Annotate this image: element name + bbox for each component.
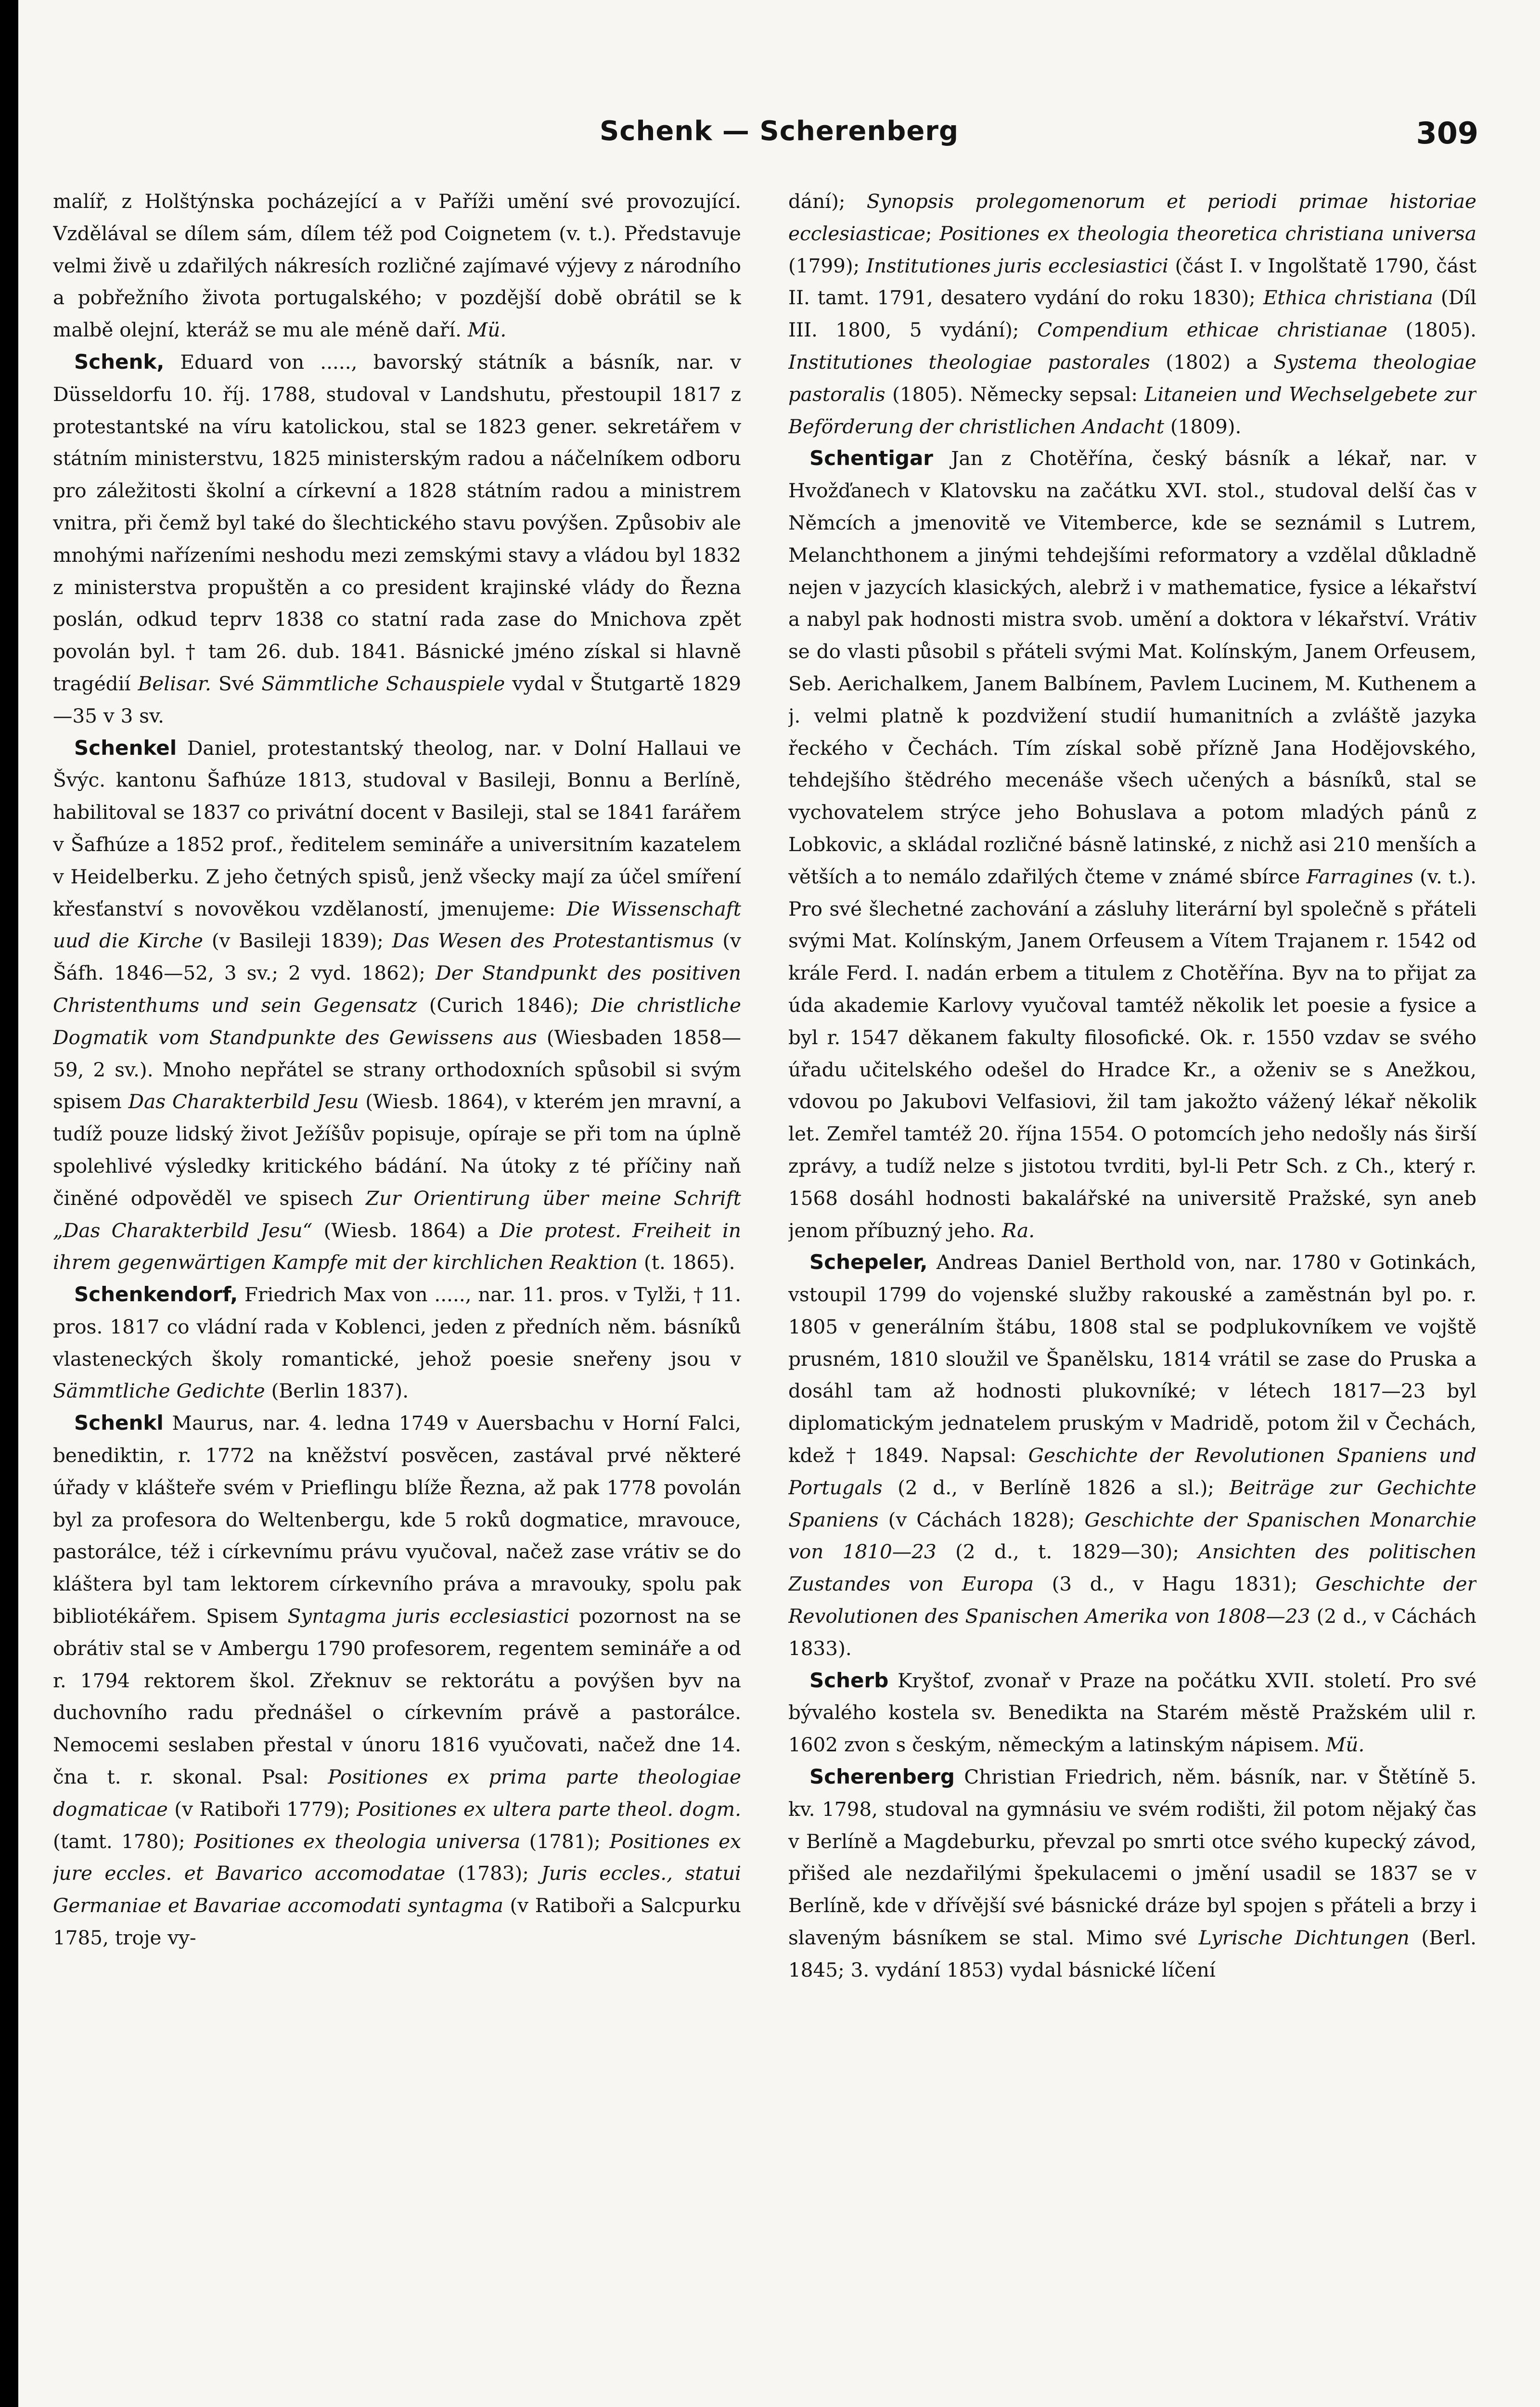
entry-schenkl-maurus <box>53 1407 741 1954</box>
work-title: Lyrische Dichtungen <box>1198 1926 1410 1950</box>
entry-headword: Scherb <box>809 1668 889 1692</box>
entry-text: (tamt. 1780); <box>53 1829 194 1853</box>
author-signature: Ra. <box>1001 1218 1035 1242</box>
entry-text: (3 d., v Hagu 1831); <box>1034 1572 1316 1596</box>
entry-text: (2 d., v Cáchách 1833). <box>788 1605 1476 1660</box>
entry-text: (Díl III. 1800, 5 vydání); <box>788 286 1476 342</box>
page-number: 309 <box>1416 116 1478 151</box>
entry-text: (v Basileji 1839); <box>203 929 392 953</box>
entry-text: (Berl. 1845; 3. vydání 1853) vydal básnické líčení <box>788 1926 1476 1981</box>
entry-continuation <box>788 185 1476 442</box>
entry-schenk-eduard <box>53 346 741 732</box>
entry-text: (v Cáchách 1828); <box>878 1508 1085 1531</box>
entry-text: (Wiesb. 1864) a <box>312 1218 500 1242</box>
entry-text: (část I. v Ingolštatě 1790, část II. tamt. 1791, desatero vydání do roku 1830); <box>788 254 1476 310</box>
entry-text: Kryštof, zvonař v Praze na počátku XVII. století. Pro své bývalého kostela sv. Benedikta na Starém městě Pražském ulil r. 1602 zvon s českým, německým a latinským nápisem. <box>788 1669 1476 1757</box>
work-title: Litaneien und Wechselgebete zur Beförderung der christlichen Andacht <box>788 382 1476 438</box>
work-title: Institutiones theologiae pastorales <box>788 350 1150 374</box>
work-title: Der Standpunkt des positiven Christenthums und sein Gegensatz <box>53 961 741 1017</box>
running-header <box>18 116 1540 159</box>
work-title: Geschichte der Revolutionen Spaniens und Portugals <box>788 1444 1476 1499</box>
entry-text: (1802) a <box>1150 350 1274 374</box>
work-title: Die protest. Freiheit in ihrem gegenwärtigen Kampfe mit der kirchlichen Reaktion <box>53 1218 741 1274</box>
entry-text: (1781); <box>520 1829 610 1853</box>
entry-text: (1805). <box>1387 318 1476 342</box>
entry-headword: Schenkel <box>74 736 177 760</box>
entry-text: pozornost na se obrátiv stal se v Ambergu 1790 profesorem, regentem semináře a od r. 1794 rektorem škol. Zřeknuv se rektorátu a povýšen byv na duchovního radu přednášel o církevním právě a pastorálce. Nemocemi seslaben přestal v únoru 1816 vyučovati, načež dne 14. čna t. r. skonal. Psal: <box>53 1605 741 1789</box>
entry-scherb <box>788 1665 1476 1761</box>
entry-text: (Wiesbaden 1858—59, 2 sv.). Mnoho nepřátel se strany orthodoxních spůsobil si svým spisem <box>53 1025 741 1113</box>
left-column <box>53 185 741 2407</box>
work-title: Ethica christiana <box>1263 286 1433 310</box>
entry-text: Andreas Daniel Berthold von, nar. 1780 v Gotinkách, vstoupil 1799 do vojenské služby rakouské a zaměstnán byl po. r. 1805 v generálním štábu, 1808 stal se podplukovníkem ve vojště prusném, 1810 sloužil ve Španělsku, 1814 vrátil se zase do Pruska a dosáhl tam až hodnosti plukovníké; v létech 1817—23 byl diplomatickým jednatelem pruským v Madridě, potom žil v Čechách, kdež † 1849. Napsal: <box>788 1251 1476 1467</box>
work-title: Sämmtliche Schauspiele <box>261 672 505 695</box>
work-title: Institutiones juris ecclesiastici <box>866 254 1168 277</box>
entry-text: (v Ratiboři a Salcpurku 1785, troje vy- <box>53 1894 741 1950</box>
work-title: Positiones ex jure eccles. et Bavarico accomodatae <box>53 1829 741 1885</box>
scanned-page <box>18 0 1540 2407</box>
entry-text: Daniel, protestantský theolog, nar. v Dolní Hallaui ve Švýc. kantonu Šafhúze 1813, studoval v Basileji, Bonnu a Berlíně, habilitoval se 1837 co privátní docent v Basileji, stal se 1841 farářem v Šafhúze a 1852 prof., ředitelem semináře a universitním kazatelem v Heidelberku. Z jeho četných spisů, jenž všecky mají za účel smíření křesťanství s novověkou vzdělaností, jmenujeme: <box>53 736 741 920</box>
entry-text: dání); <box>788 190 867 213</box>
entry-scherenberg <box>788 1761 1476 1986</box>
work-title: Synopsis prolegomenorum et periodi primae historiae ecclesiasticae <box>788 190 1476 245</box>
work-title: Juris eccles., statui Germaniae et Bavariae accomodati syntagma <box>53 1862 741 1917</box>
work-title: Syntagma juris ecclesiastici <box>287 1605 570 1628</box>
work-title: Positiones ex prima parte theologiae dogmaticae <box>53 1765 741 1821</box>
entry-schentigar <box>788 442 1476 1246</box>
work-title: Ansichten des politischen Zustandes von Europa <box>788 1540 1476 1596</box>
entry-text: (Curich 1846); <box>417 993 591 1017</box>
entry-schenkel-daniel <box>53 732 741 1279</box>
entry-text: (Berlin 1837). <box>265 1379 409 1403</box>
entry-text: Své <box>211 672 262 695</box>
entry-text: ; <box>925 221 940 245</box>
entry-text: (1783); <box>445 1862 541 1885</box>
work-title: Positiones ex theologia universa <box>194 1829 521 1853</box>
entry-text: (1809). <box>1164 414 1242 438</box>
work-title: Belisar. <box>138 672 211 695</box>
entry-schenkendorf <box>53 1279 741 1407</box>
work-title: Beiträge zur Gechichte Spaniens <box>788 1475 1476 1531</box>
entry-text: (t. 1865). <box>638 1251 735 1274</box>
entry-headword: Scherenberg <box>809 1765 955 1789</box>
work-title: Sämmtliche Gedichte <box>53 1379 265 1403</box>
entry-headword: Schentigar <box>809 446 934 470</box>
work-title: Die christliche Dogmatik vom Standpunkte des Gewissens aus <box>53 993 741 1049</box>
entry-text: (1805). Německy sepsal: <box>885 382 1145 406</box>
right-column <box>788 185 1476 2407</box>
work-title: Systema theologiae pastoralis <box>788 350 1476 406</box>
entry-headword: Schepeler, <box>809 1250 928 1274</box>
work-title: Zur Orientirung über meine Schrift „Das Charakterbild Jesu“ <box>53 1186 741 1242</box>
work-title: Die Wissenschaft uud die Kirche <box>53 897 741 953</box>
work-title: Geschichte der Spanischen Monarchie von 1810—23 <box>788 1508 1476 1564</box>
entry-text: vydal v Štutgartě 1829—35 v 3 sv. <box>53 672 741 727</box>
entry-text: (v. t.). Pro své šlechetné zachování a zásluhy literární byl společně s přáteli svými Mat. Kolínským, Janem Orfeusem a Vítem Trajanem r. 1542 od krále Ferd. I. nadán erbem a titulem z Chotěřína. Byv na to přijat za úda akademie Karlovy vyučoval tamtéž několik let poesie a fysice a byl r. 1547 děkanem fakulty filosofické. Ok. r. 1550 vzdav se svého úřadu učitelského odešel do Hradce Kr., a oženiv se s Anežkou, vdovou po Jakubovi Velfasiovi, žil tam jakožto vážený lékař několik let. Zemřel tamtéž 20. října 1554. O potomcích jeho nedošly nás širší zprávy, a tudíž nelze s jistotou tvrditi, byl-li Petr Sch. z Ch., který r. 1568 dosáhl hodnosti bakalářské na universitě Pražské, syn aneb jenom příbuzný jeho. <box>788 865 1476 1242</box>
entry-text: (v Šáfh. 1846—52, 3 sv.; 2 vyd. 1862); <box>53 929 741 985</box>
work-title: Positiones ex theologia theoretica christiana universa <box>939 221 1476 245</box>
entry-text: Friedrich Max von ....., nar. 11. pros. v Tylži, † 11. pros. 1817 co vládní rada v Koblenci, jeden z předních něm. básníků vlasteneckých školy romantické, jehož poesie sneřeny jsou v <box>53 1283 741 1371</box>
work-title: Das Wesen des Protestantismus <box>392 929 714 953</box>
work-title: Positiones ex ultera parte theol. dogm. <box>357 1797 741 1821</box>
entry-schepeler <box>788 1246 1476 1664</box>
entry-text: (v Ratiboři 1779); <box>167 1797 357 1821</box>
entry-text: Jan z Chotěřína, český básník a lékař, nar. v Hvožďanech v Klatovsku na začátku XVI. stol., studoval delší čas v Němcích a jmenovitě ve Vitemberce, kde se seznámil s Lutrem, Melanchthonem a jinými tehdejšími reformatory a vzdělal důkladně nejen v jazycích klasických, alebrž i v mathematice, fysice a lékařství a nabyl pak hodnosti mistra svob. umění a doktora v lékařství. Vrátiv se do vlasti působil s přáteli svými Mat. Kolínským, Janem Orfeusem, Seb. Aerichalkem, Janem Balbínem, Pavlem Lucinem, M. Kuthenem a j. velmi platně k pozdvižení studií humanitních a zvláště jazyka řeckého v Čechách. Tím získal sobě přízně Jana Hodějovského, tehdejšího štědrého mecenáše všech učených a básníků, stal se vychovatelem strýce jeho Bohuslava a potom mladých pánů z Lobkovic, a skládal rozličné básně latinské, z nichž asi 210 menších a větších a to nemálo zdařilých čteme v známé sbírce <box>788 447 1476 888</box>
entry-text: Christian Friedrich, něm. básník, nar. v Štětíně 5. kv. 1798, studoval na gymnásiu ve svém rodišti, žil potom nějaký čas v Berlíně a Magdeburku, převzal po smrti otce svého kupecký závod, přišed ale nezdařilými špekulacemi o jmění usadil se 1837 se v Berlíně, kde v dřívější své básnické dráze byl spojen s přáteli a brzy i slaveným básníkem se stal. Mimo své <box>788 1765 1476 1950</box>
entry-headword: Schenk, <box>74 349 165 374</box>
entry-text: (Wiesb. 1864), v kterém jen mravní, a tudíž pouze lidský život Ježíšův popisuje, opíraje se při tom na úplně spolehlivé výsledky kritického bádání. Na útoky z té příčiny naň činěné odpověděl ve spisech <box>53 1090 741 1210</box>
work-title: Geschichte der Revolutionen des Spanischen Amerika von 1808—23 <box>788 1572 1476 1628</box>
author-signature: Mü. <box>467 318 507 342</box>
author-signature: Mü. <box>1325 1733 1365 1757</box>
work-title: Das Charakterbild Jesu <box>128 1090 359 1113</box>
entry-text: Eduard von ....., bavorský státník a básník, nar. v Düsseldorfu 10. říj. 1788, studoval v Landshutu, přestoupil 1817 z protestantské na víru katolickou, stal se 1823 gener. sekretářem v státním ministerstvu, 1825 ministerským radou a náčelníkem odboru pro záležitosti školní a církevní a 1828 státním radou a ministrem vnitra, při čemž byl také do šlechtického stavu povýšen. Způsobiv ale mnohými nařízeními neshodu mezi zemskými stavy a vládou byl 1832 z ministerstva propuštěn a co president krajinské vlády do Řezna poslán, odkud teprv 1838 co statní rada zase do Mnichova zpět povolán byl. † tam 26. dub. 1841. Básnické jméno získal si hlavně tragédií <box>53 350 741 695</box>
entry-text: (1799); <box>788 254 867 277</box>
entry-text: malíř, z Holštýnska pocházející a v Paříži umění své provozující. Vzdělával se dílem sám, dílem též pod Coignetem (v. t.). Představuje velmi živě u zdařilých nákresích rozličné zajímavé výjevy z národního a pobřežního života portugalského; v pozdější době obrátil se k malbě olejní, kteráž se mu ale méně daří. <box>53 190 741 342</box>
entry-headword: Schenkendorf, <box>74 1282 238 1307</box>
entry-headword: Schenkl <box>74 1411 164 1435</box>
entry-text: Maurus, nar. 4. ledna 1749 v Auersbachu v Horní Falci, benediktin, r. 1772 na kněžství posvěcen, zastával prvé některé úřady v klášteře svém v Prieflingu blíže Řezna, až pak 1778 povolán byl za profesora do Weltenbergu, kde 5 roků dogmatice, mravouce, pastorálce, též i církevnímu právu vyučoval, načež zase vrátiv se do kláštera byl tam lektorem církevního práva a mravouky, spolu pak bibliotékářem. Spisem <box>53 1411 741 1628</box>
work-title: Farragines <box>1306 865 1413 888</box>
header-title: Schenk — Scherenberg <box>599 116 959 147</box>
entry-text: (2 d., v Berlíně 1826 a sl.); <box>882 1475 1230 1499</box>
entry-text: (2 d., t. 1829—30); <box>936 1540 1198 1564</box>
work-title: Compendium ethicae christianae <box>1037 318 1387 342</box>
entry-continuation <box>53 185 741 346</box>
